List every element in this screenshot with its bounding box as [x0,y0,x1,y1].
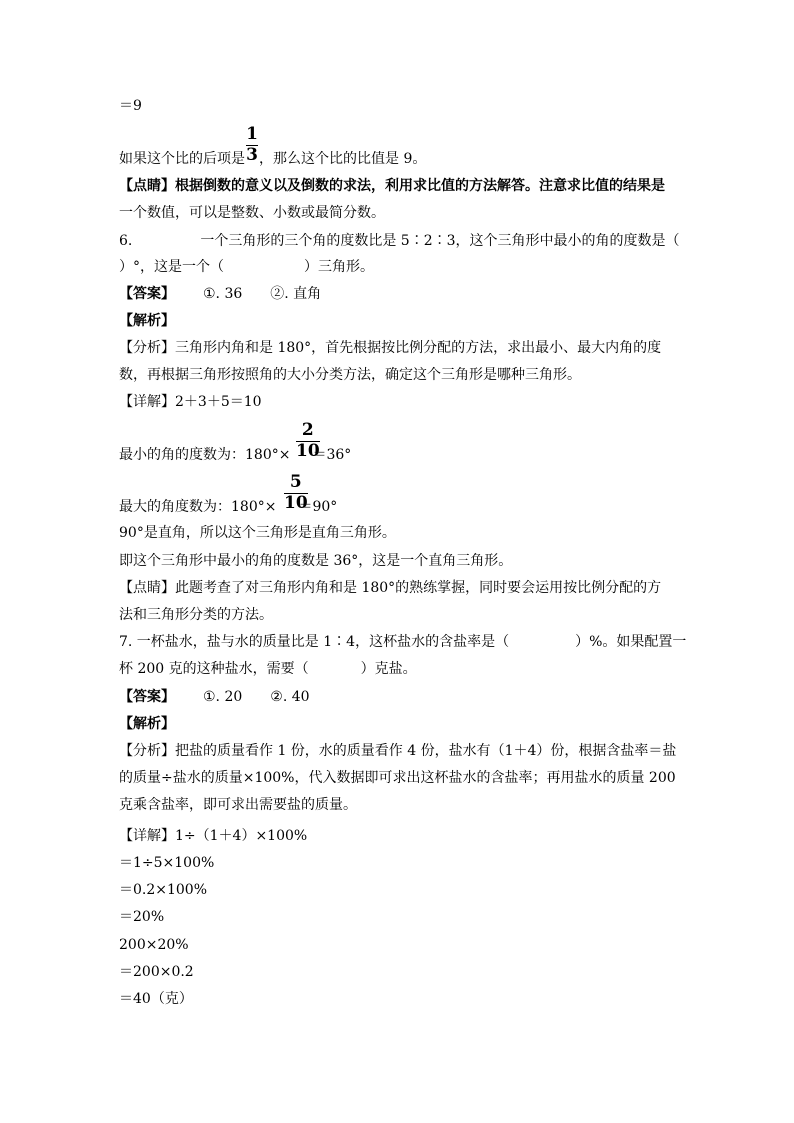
text-segment: 杯 200 克的这种盐水，需要（ [119,661,309,677]
step-7-6: ＝40（克） [119,991,193,1007]
answer-7 [119,688,310,706]
analysis-7-1: 【分析】把盐的质量看作 1 份，水的质量看作 4 份，盐水有（1＋4）份，根据含盐率＝盐 [119,743,677,759]
step-7-2: ＝0.2×100% [119,882,208,898]
answer-label: 【答案】 [119,286,175,302]
line-result-9: ＝9 [119,98,142,114]
question-text: ）%。如果配置一 [575,634,687,650]
text-segment: 最大的角度数为：180°× [119,499,277,515]
note-dianjing-2: 一个数值，可以是整数、小数或最简分数。 [119,205,385,221]
question-7-line2 [119,660,417,678]
note-dianjing-6-1: 【点睛】此题考查了对三角形内角和是 180°的熟练掌握，同时要会运用按比例分配的方 [119,580,662,596]
line-ratio-value [119,150,426,168]
question-7 [119,633,686,651]
fraction-denominator: 10 [284,493,308,513]
text-segment: 如果这个比的后项是 [119,151,245,167]
answer-item: ②. 直角 [270,286,322,302]
answer-label: 【答案】 [119,689,175,705]
step-7-3: ＝20% [119,909,165,925]
conclusion-6-2: 即这个三角形中最小的角的度数是 36°，这是一个直角三角形。 [119,553,513,569]
text-segment: 【点睛】根据倒数的意义以及倒数的求法，利用求比值的方法解答。注意求比值的结果是 [119,178,665,194]
fraction-numerator: 5 [289,472,302,492]
step-7-5: ＝200×0.2 [119,964,194,980]
question-number: 6. [119,233,133,249]
conclusion-6-1: 90°是直角，所以这个三角形是直角三角形。 [119,525,396,541]
text-segment: ，那么这个比的比值是 9。 [259,151,427,167]
analysis-7-2: 的质量÷盐水的质量×100%，代入数据即可求出这杯盐水的含盐率；再用盐水的质量 200 [119,770,676,786]
step-7-4: 200×20% [119,937,189,953]
analysis-6-1: 【分析】三角形内角和是 180°，首先根据按比例分配的方法，求出最小、最大内角的度 [119,340,662,356]
step-7-1: ＝1÷5×100% [119,855,215,871]
detail-6: 【详解】2＋3＋5＝10 [119,394,262,410]
answer-6 [119,285,321,303]
answer-item: ①. 20 [203,689,243,705]
text-segment: 最小的角的度数为：180°× [119,447,291,463]
text-segment: ）三角形。 [304,259,374,275]
fraction-denominator: 10 [296,441,320,461]
question-6 [119,232,680,250]
text-segment: ＝90° [298,499,338,515]
analysis-7-3: 克乘含盐率，即可求出需要盐的质量。 [119,797,357,813]
fraction-numerator: 1 [246,124,258,144]
detail-7: 【详解】1÷（1＋4）×100% [119,828,308,844]
max-angle-line [119,498,337,516]
note-dianjing-6-2: 法和三角形分类的方法。 [119,607,273,623]
analysis-label-7: 【解析】 [119,716,175,732]
min-angle-line [119,446,351,464]
text-segment: ）°，这是一个（ [119,259,224,275]
question-text: 一个三角形的三个角的度数比是 5∶2∶3，这个三角形中最小的角的度数是（ [200,233,680,249]
answer-item: ②. 40 [270,689,310,705]
fraction-numerator: 2 [301,420,314,440]
question-6-line2 [119,258,374,276]
analysis-6-2: 数，再根据三角形按照角的大小分类方法，确定这个三角形是哪种三角形。 [119,367,581,383]
question-text: 7. 一杯盐水，盐与水的质量比是 1∶4，这杯盐水的含盐率是（ [119,634,510,650]
text-segment: ）克盐。 [360,661,417,677]
text-segment: ＝36° [312,447,352,463]
analysis-label-6: 【解析】 [119,313,175,329]
fraction-denominator: 3 [246,145,258,165]
answer-item: ①. 36 [203,286,243,302]
note-dianjing-1 [119,177,665,195]
